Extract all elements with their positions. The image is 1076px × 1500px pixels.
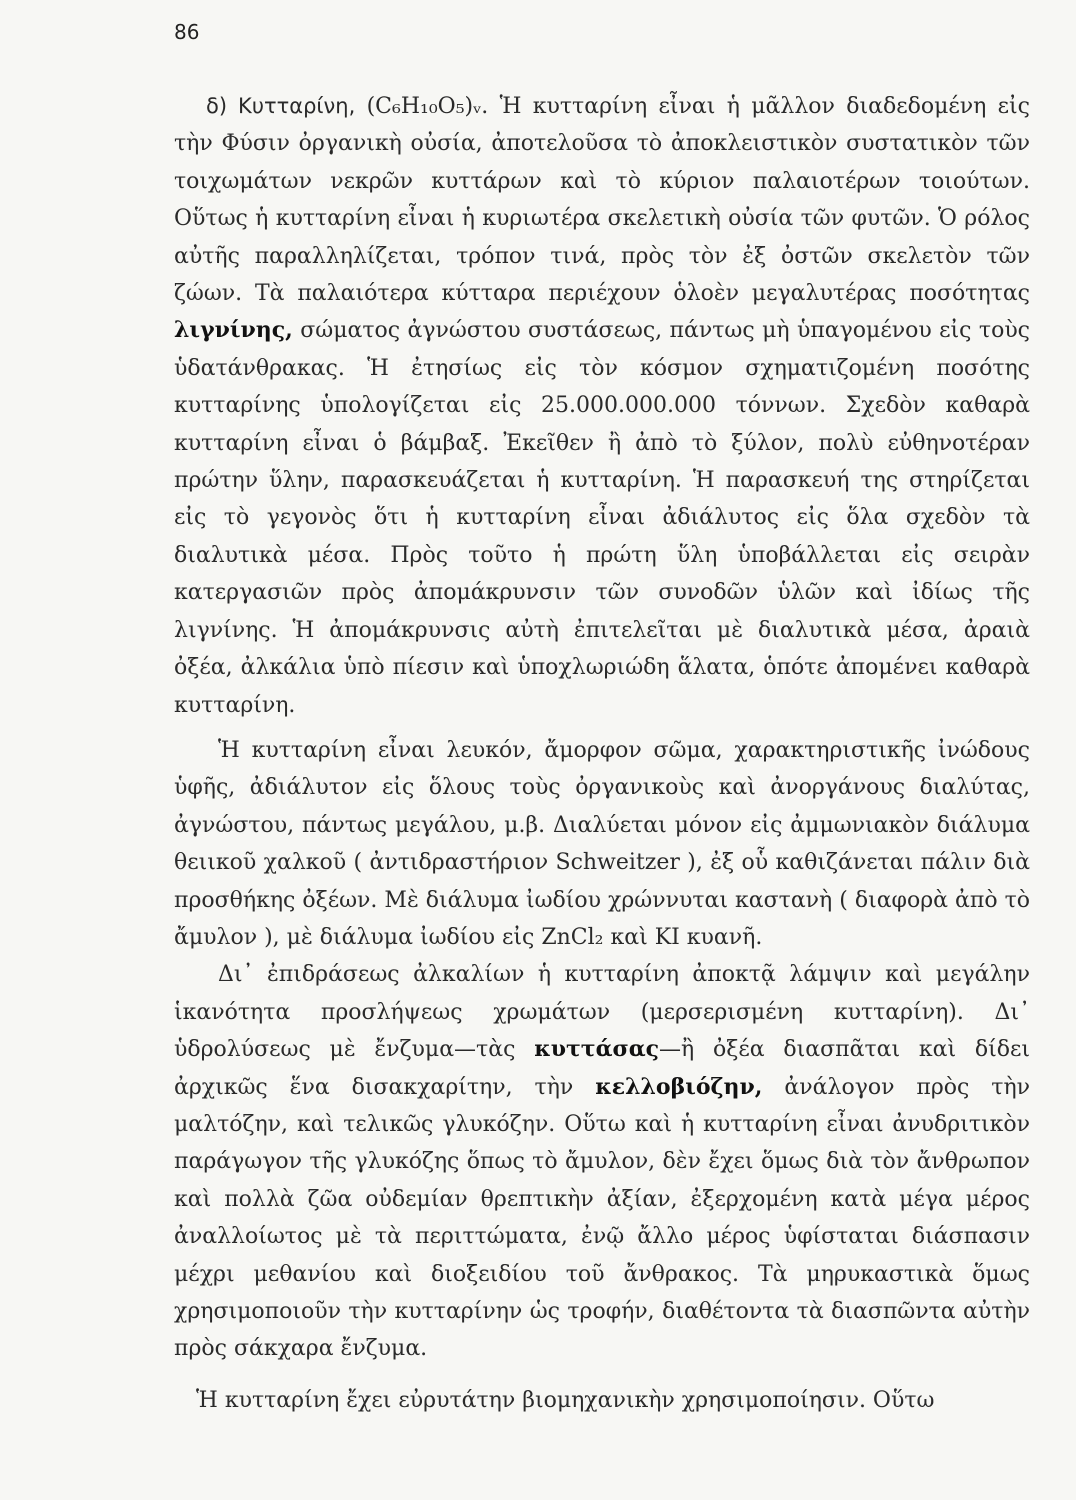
paragraph-text: —ἢ ὀξέα διασπᾶται καὶ δίδει ἀρχικῶς ἕνα δισακχαρίτην, τὴν (174, 1037, 1031, 1100)
page-number: 86 (174, 20, 200, 44)
bold-term-cellulases: κυττάσας (534, 1036, 660, 1063)
paragraph-properties (174, 732, 1030, 956)
paragraph-industrial-use (174, 1382, 1030, 1419)
bold-term-cellobiose: κελλοβιόζην, (595, 1073, 763, 1100)
paragraph-text: Ἡ κυτταρίνη ἔχει εὐρυτάτην βιομηχανικὴν χρησιμοποίησιν. Οὕτω (196, 1387, 935, 1413)
paragraph-cellulose-intro (174, 88, 1030, 724)
paragraph-text: σώματος ἀγνώστου συστάσεως, πάντως μὴ ὑπαγομένου εἰς τοὺς ὑδατάνθρακας. Ἡ ἐτησίως εἰς τὸν κόσμον σχηματιζομένη ποσότης κυτταρίνης ὑπολογίζεται εἰς 25.000.000.000 τόννων. Σχεδὸν καθαρὰ κυτταρίνη εἶναι ὁ βάμβαξ. Ἐκεῖθεν ἢ ἀπὸ τὸ ξύλον, πολὺ εὐθηνοτέραν πρώτην ὕλην, παρασκευάζεται ἡ κυτταρίνη. Ἡ παρασκευή της στηρίζεται εἰς τὸ γεγονὸς ὅτι ἡ κυτταρίνη εἶναι ἀδιάλυτος εἰς ὅλα σχεδὸν τὰ διαλυτικὰ μέσα. Πρὸς τοῦτο ἡ πρώτη ὕλη ὑποβάλλεται εἰς σειρὰν κατεργασιῶν πρὸς ἀπομάκρυνσιν τῶν συνοδῶν ὑλῶν καὶ ἰδίως τῆς λιγνίνης. Ἡ ἀπομάκρυνσις αὐτὴ ἐπιτελεῖται μὲ διαλυτικὰ μέσα, ἀραιὰ ὀξέα, ἀλκάλια ὑπὸ πίεσιν καὶ ὑποχλωριώδη ἅλατα, ὁπότε ἀπομένει καθαρὰ κυτταρίνη. (174, 318, 1031, 718)
paragraph-text: Ἡ κυτταρίνη εἶναι ἡ μᾶλλον διαδεδομένη εἰς τὴν Φύσιν ὀργανικὴ οὐσία, ἀποτελοῦσα τὸ ἀποκλειστικὸν συστατικὸν τῶν τοιχωμάτων νεκρῶν κυττάρων καὶ τὸ κύριον παλαιοτέρων τοιούτων. Οὕτως ἡ κυτταρίνη εἶναι ἡ κυριωτέρα σκελετικὴ οὐσία τῶν φυτῶν. Ὁ ρόλος αὐτῆς παραλληλίζεται, τρόπον τινά, πρὸς τὸν ἐξ ὀστῶν σκελετὸν τῶν ζώων. Τὰ παλαιότερα κύτταρα περιέχουν ὁλοὲν μεγαλυτέρας ποσότητας (174, 94, 1030, 307)
paragraph-hydrolysis (174, 956, 1030, 1367)
body-text (174, 88, 1030, 1419)
paragraph-text: Ἡ κυτταρίνη εἶναι λευκόν, ἄμορφον σῶμα, χαρακτηριστικῆς ἰνώδους ὑφῆς, ἀδιάλυτον εἰς ὅλους τοὺς ὀργανικοὺς καὶ ἀνοργάνους διαλύτας, ἀγνώστου, πάντως μεγάλου, μ.β. Διαλύεται μόνον εἰς ἀμμωνιακὸν διάλυμα θειικοῦ χαλκοῦ ( ἀντιδραστήριον Schweitzer ), ἐξ οὗ καθιζάνεται πάλιν διὰ προσθήκης ὀξέων. Μὲ διάλυμα ἰωδίου χρώννυται καστανὴ ( διαφορὰ ἀπὸ τὸ ἄμυλον ), μὲ διάλυμα ἰωδίου εἰς ZnCl₂ καὶ KI κυανῆ. (174, 737, 1030, 950)
chemical-formula: (C₆H₁₀O₅)ᵥ. (366, 94, 489, 119)
paragraph-text: Δι᾽ ἐπιδράσεως ἀλκαλίων ἡ κυτταρίνη ἀποκτᾷ λάμψιν καὶ μεγάλην ἱκανότητα προσλήψεως χρωμάτων (μερσερισμένη κυτταρίνη). Δι᾽ ὑδρολύσεως μὲ ἔνζυμα—τὰς (174, 962, 1030, 1063)
bold-term-lignin: λιγνίνης, (174, 317, 293, 344)
section-heading: δ) Κυτταρίνη, (206, 94, 356, 118)
paragraph-text: ἀνάλογον πρὸς τὴν μαλτόζην, καὶ τελικῶς γλυκόζην. Οὕτω καὶ ἡ κυτταρίνη εἶναι ἀνυδριτικὸν παράγωγον τῆς γλυκόζης ὅπως τὸ ἄμυλον, δὲν ἔχει ὅμως διὰ τὸν ἄνθρωπον καὶ πολλὰ ζῶα οὐδεμίαν θρεπτικὴν ἀξίαν, ἐξερχομένη κατὰ μέγα μέρος ἀναλλοίωτος μὲ τὰ περιττώματα, ἐνῷ ἄλλο μέρος ὑφίσταται διάσπασιν μέχρι μεθανίου καὶ διοξειδίου τοῦ ἄνθρακος. Τὰ μηρυκαστικὰ ὅμως χρησιμοποιοῦν τὴν κυτταρίνην ὡς τροφήν, διαθέτοντα τὰ διασπῶντα αὐτὴν πρὸς σάκχαρα ἔνζυμα. (174, 1074, 1031, 1362)
